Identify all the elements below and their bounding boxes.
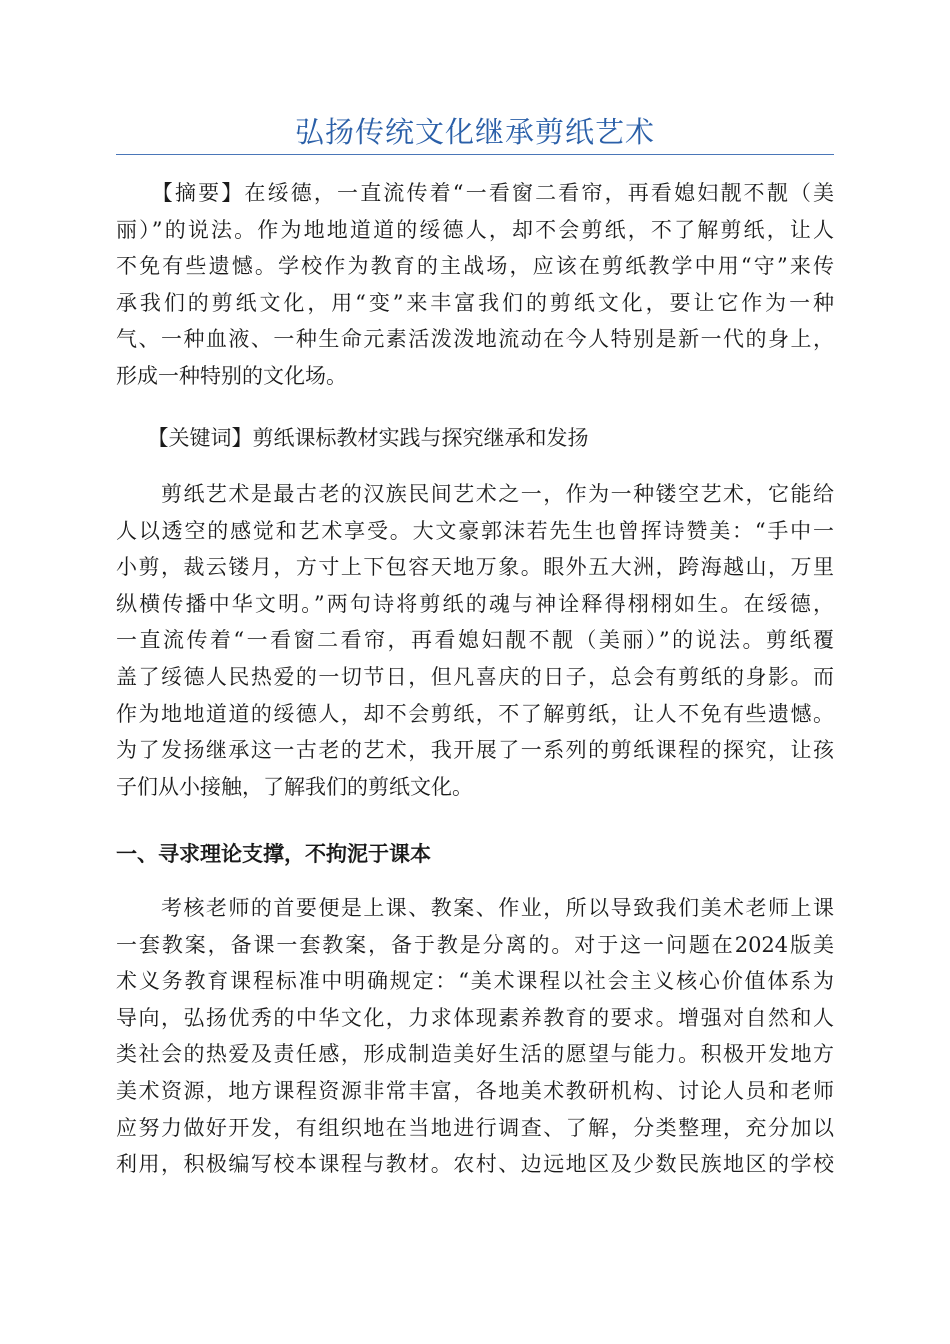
abstract-line: 形成一种特别的文化场。 xyxy=(116,363,347,388)
intro-line: 纵横传播中华文明。”两句诗将剪纸的魂与神诠释得栩栩如生。在绥德， xyxy=(116,591,834,616)
section1-line: 导向，弘扬优秀的中华文化，力求体现素养教育的要求。增强对自然和人 xyxy=(116,1005,834,1030)
abstract-line: 承我们的剪纸文化，用“变”来丰富我们的剪纸文化，要让它作为一种 xyxy=(116,290,834,315)
section1-line: 考核老师的首要便是上课、教案、作业，所以导致我们美术老师上课 xyxy=(116,896,834,920)
section1-line: 应努力做好开发，有组织地在当地进行调查、了解，分类整理，充分加以 xyxy=(116,1115,834,1140)
intro-line: 作为地地道道的绥德人，却不会剪纸，不了解剪纸，让人不免有些遗憾。 xyxy=(116,701,834,726)
abstract-paragraph xyxy=(116,175,834,395)
intro-line: 人以透空的感觉和艺术享受。大文豪郭沫若先生也曾挥诗赞美：“手中一 xyxy=(116,518,834,543)
intro-line: 为了发扬继承这一古老的艺术，我开展了一系列的剪纸课程的探究，让孩 xyxy=(116,738,834,763)
keywords-line: 【关键词】剪纸课标教材实践与探究继承和发扬 xyxy=(116,426,589,450)
keywords-paragraph xyxy=(116,420,834,457)
section1-paragraph xyxy=(116,890,834,1183)
abstract-line: 【摘要】在绥德，一直流传着“一看窗二看帘，再看媳妇靓不靓（美 xyxy=(116,181,834,205)
section1-line: 术义务教育课程标准中明确规定：“美术课程以社会主义核心价值体系为 xyxy=(116,969,834,994)
abstract-line: 不免有些遗憾。学校作为教育的主战场，应该在剪纸教学中用“守”来传 xyxy=(116,254,834,279)
section1-line: 美术资源，地方课程资源非常丰富，各地美术教研机构、讨论人员和老师 xyxy=(116,1078,834,1103)
intro-line: 剪纸艺术是最古老的汉族民间艺术之一，作为一种镂空艺术，它能给 xyxy=(116,482,834,506)
abstract-line: 丽）”的说法。作为地地道道的绥德人，却不会剪纸，不了解剪纸，让人 xyxy=(116,217,834,242)
section-heading: 一、寻求理论支撑，不拘泥于课本 xyxy=(116,842,431,866)
intro-line: 子们从小接触，了解我们的剪纸文化。 xyxy=(116,774,473,799)
section1-line: 类社会的热爱及责任感，形成制造美好生活的愿望与能力。积极开发地方 xyxy=(116,1042,834,1067)
document-title: 弘扬传统文化继承剪纸艺术 xyxy=(294,115,655,149)
intro-line: 小剪，裁云镂月，方寸上下包容天地万象。眼外五大洲，跨海越山，万里 xyxy=(116,555,834,580)
intro-line: 盖了绥德人民热爱的一切节日，但凡喜庆的日子，总会有剪纸的身影。而 xyxy=(116,664,834,689)
section1-line: 利用，积极编写校本课程与教材。农村、边远地区及少数民族地区的学校 xyxy=(116,1152,834,1177)
title-underline xyxy=(116,154,834,155)
abstract-line: 气、一种血液、一种生命元素活泼泼地流动在今人特别是新一代的身上， xyxy=(116,327,834,352)
section1-line: 一套教案，备课一套教案，备于教是分离的。对于这一问题在2024版美 xyxy=(116,932,834,957)
intro-line: 一直流传着“一看窗二看帘，再看媳妇靓不靓（美丽）”的说法。剪纸覆 xyxy=(116,628,834,653)
intro-paragraph xyxy=(116,476,834,805)
